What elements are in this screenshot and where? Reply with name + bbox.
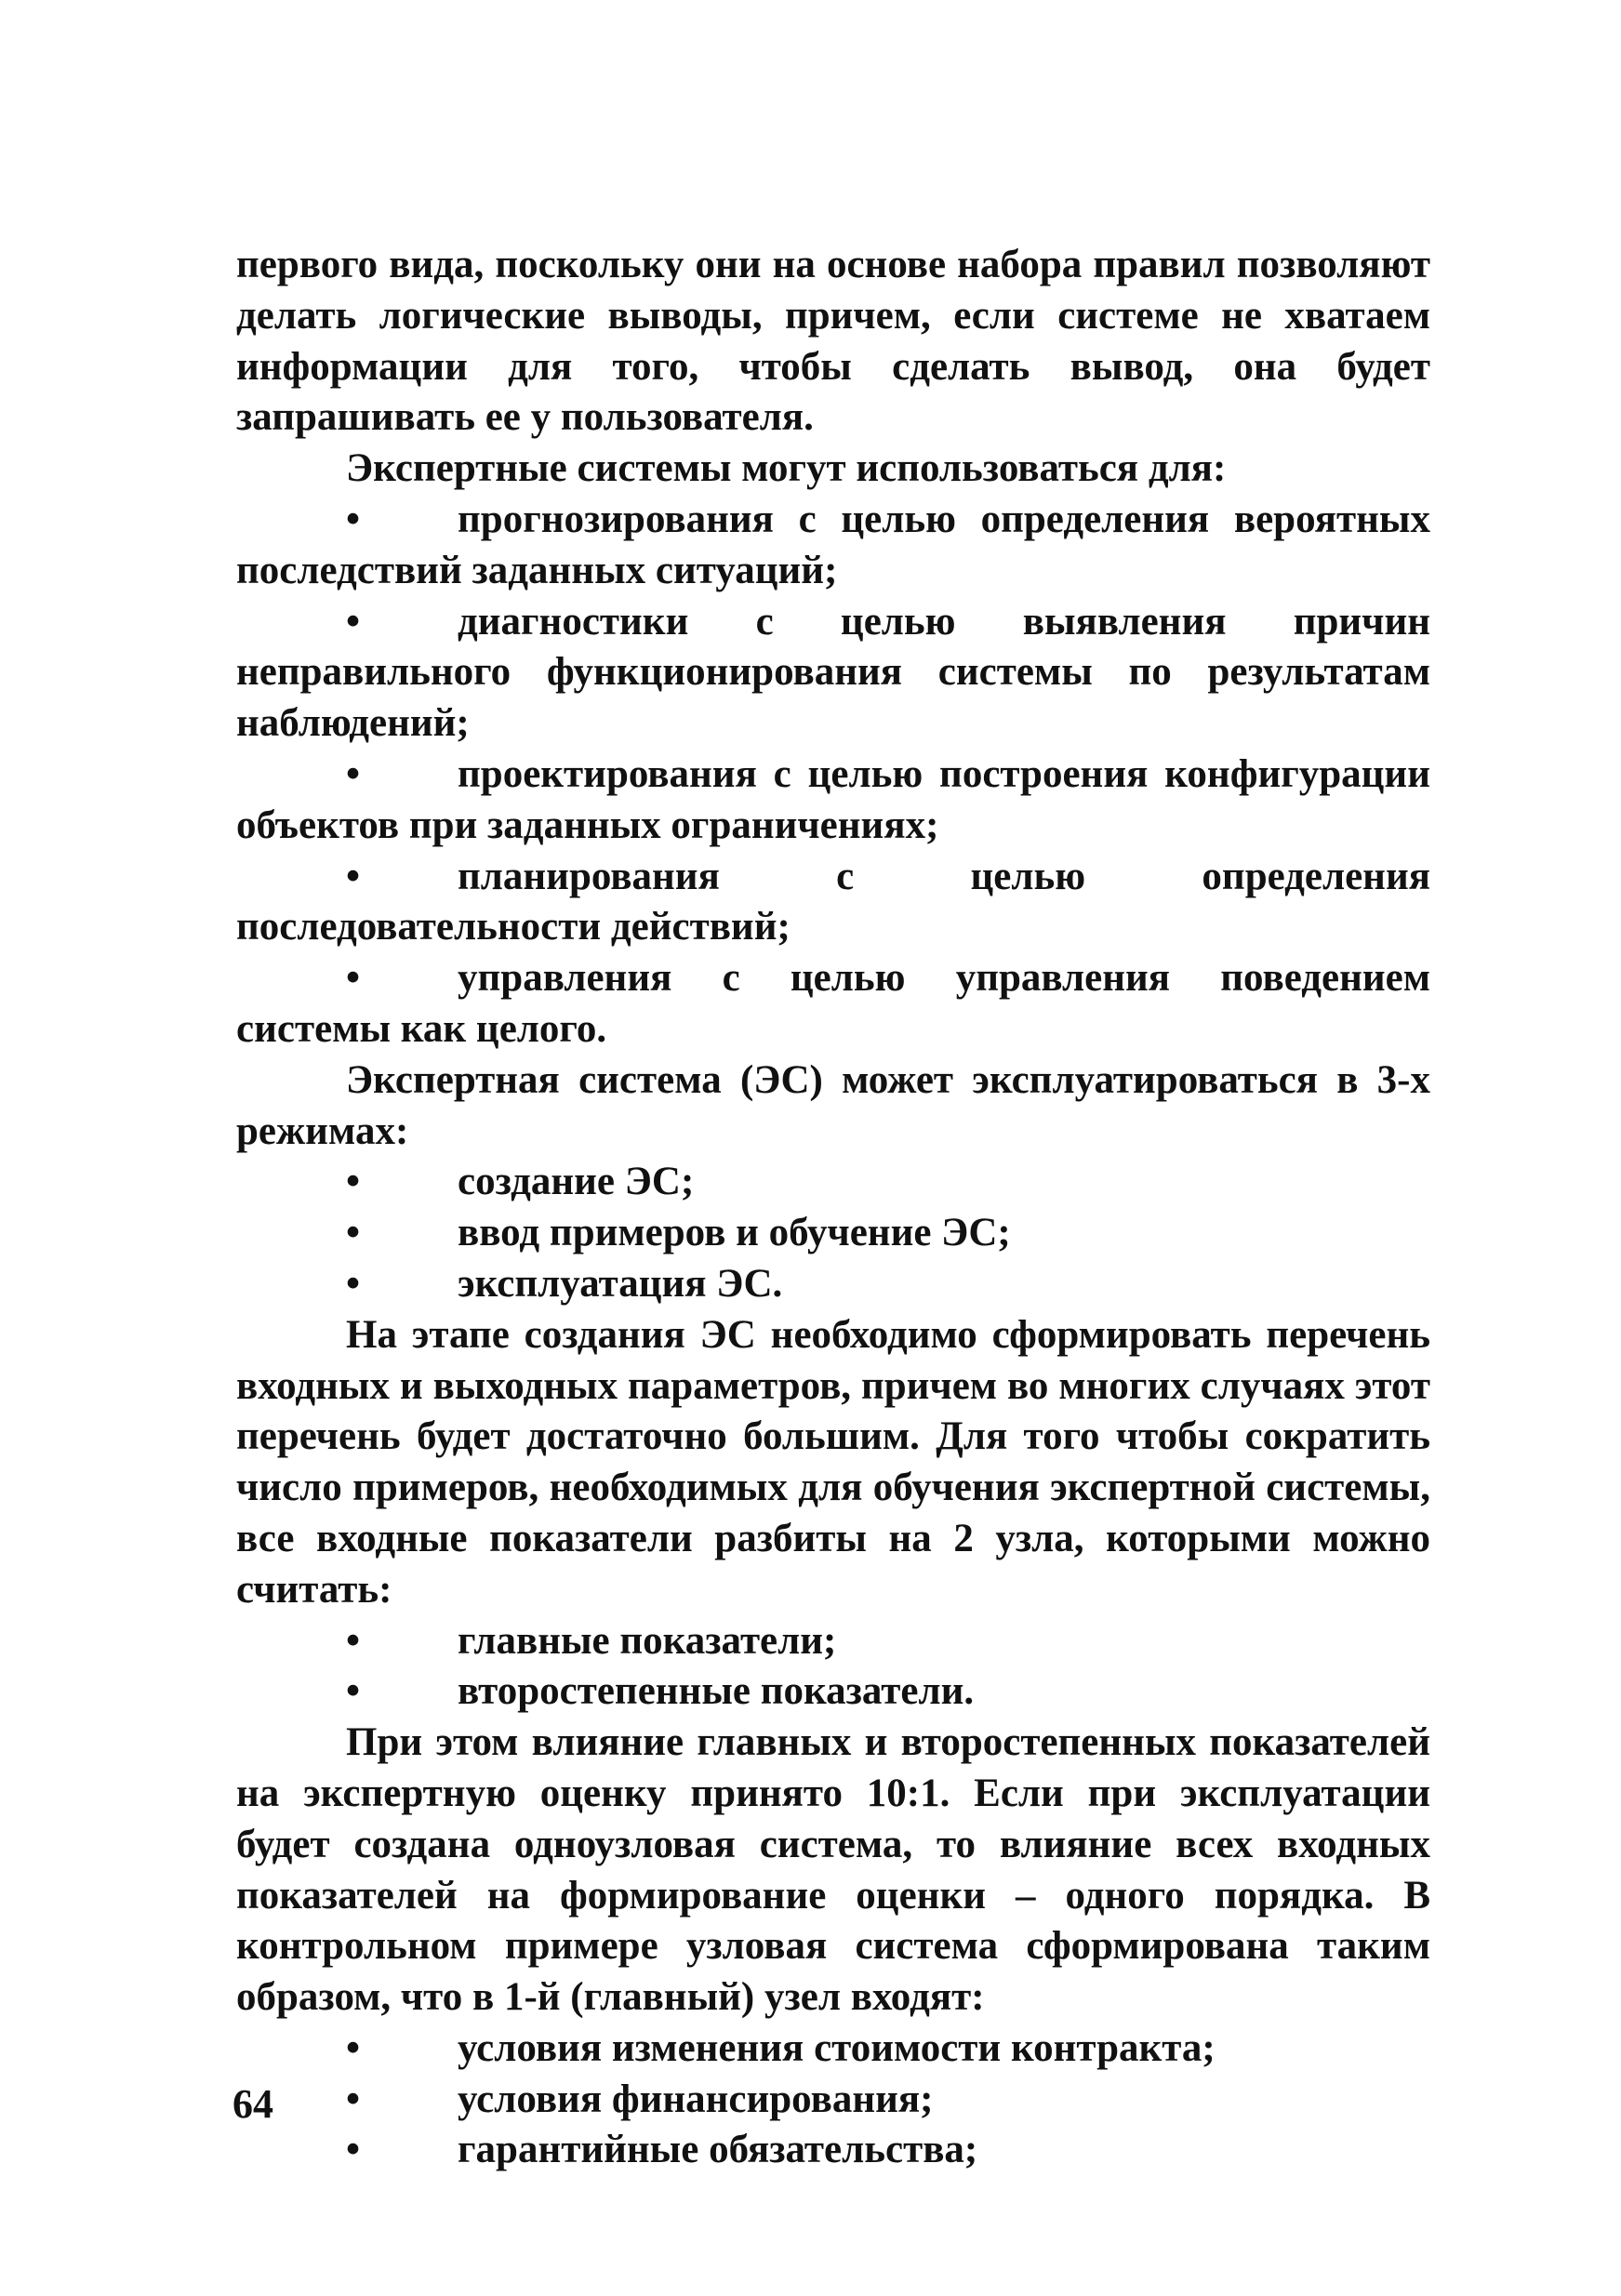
list-item-control xyxy=(236,953,1430,1055)
list-item-secondary-indicators xyxy=(236,1666,1430,1718)
page-number: 64 xyxy=(233,2081,273,2127)
list-item-forecasting xyxy=(236,495,1430,597)
list-item-text: второстепенные показатели. xyxy=(458,1669,975,1714)
bullet-icon: • xyxy=(346,1261,361,1306)
list-item-text: главные показатели; xyxy=(458,1618,837,1663)
list-item-diagnostics xyxy=(236,597,1430,750)
bullet-icon: • xyxy=(346,497,361,541)
paragraph-influence: При этом влияние главных и второстепенных показателей на экспертную оценку принято 10:1. Если при эксплуатации будет создана одноузловая система, то влияние всех входных показателей на формирование оценки – одного порядка. В контрольном примере узловая система сформирована таким образом, что в 1-й (главный) узел входят: xyxy=(236,1720,1430,2020)
bullet-icon: • xyxy=(346,2077,361,2121)
bullet-icon: • xyxy=(346,1669,361,1714)
list-item-mode-creation xyxy=(236,1157,1430,1208)
list-item-design xyxy=(236,750,1430,852)
list-item-text: управления с целью управления поведением системы как целого. xyxy=(236,956,1430,1051)
paragraph-intro: первого вида, поскольку они на основе набора правил позволяют делать логические выводы, причем, если системе не хватаем информации для того, чтобы сделать вывод, она будет запрашивать ее у пользователя. xyxy=(236,243,1430,440)
list-item-text: планирования с целью определения последовательности действий; xyxy=(236,854,1430,949)
list-item-text: прогнозирования с целью определения вероятных последствий заданных ситуаций; xyxy=(236,497,1430,592)
list-item-text: условия финансирования; xyxy=(458,2077,934,2121)
bullet-icon: • xyxy=(346,2025,361,2070)
list-item-text: ввод примеров и обучение ЭС; xyxy=(458,1211,1011,1255)
paragraph-creation: На этапе создания ЭС необходимо сформировать перечень входных и выходных параметров, причем во многих случаях этот перечень будет достаточно большим. Для того чтобы сократить число примеров, необходимых для обучения экспертной системы, все входные показатели разбиты на 2 узла, которыми можно считать: xyxy=(236,1312,1430,1612)
list-item-contract-cost xyxy=(236,2024,1430,2075)
page-body-text xyxy=(236,240,1430,2176)
bullet-icon: • xyxy=(346,1160,361,1204)
list-item-warranty xyxy=(236,2125,1430,2176)
paragraph-uses: Экспертные системы могут использоваться для: xyxy=(346,446,1227,491)
list-item-text: создание ЭС; xyxy=(458,1160,695,1204)
bullet-icon: • xyxy=(346,854,361,898)
bullet-icon: • xyxy=(346,1618,361,1663)
bullet-icon: • xyxy=(346,599,361,644)
list-item-mode-operation xyxy=(236,1259,1430,1310)
list-item-text: проектирования с целью построения конфигурации объектов при заданных ограничениях; xyxy=(236,751,1430,847)
list-item-financing xyxy=(236,2075,1430,2126)
list-item-mode-training xyxy=(236,1208,1430,1259)
list-item-text: эксплуатация ЭС. xyxy=(458,1261,783,1306)
bullet-icon: • xyxy=(346,751,361,796)
list-item-main-indicators xyxy=(236,1616,1430,1667)
list-item-text: гарантийные обязательства; xyxy=(458,2128,978,2172)
bullet-icon: • xyxy=(346,1211,361,1255)
paragraph-modes: Экспертная система (ЭС) может эксплуатироваться в 3-х режимах: xyxy=(236,1057,1430,1153)
bullet-icon: • xyxy=(346,2128,361,2172)
bullet-icon: • xyxy=(346,956,361,1001)
list-item-planning xyxy=(236,852,1430,954)
list-item-text: диагностики с целью выявления причин неправильного функционирования системы по результатам наблюдений; xyxy=(236,599,1430,746)
list-item-text: условия изменения стоимости контракта; xyxy=(458,2025,1216,2070)
